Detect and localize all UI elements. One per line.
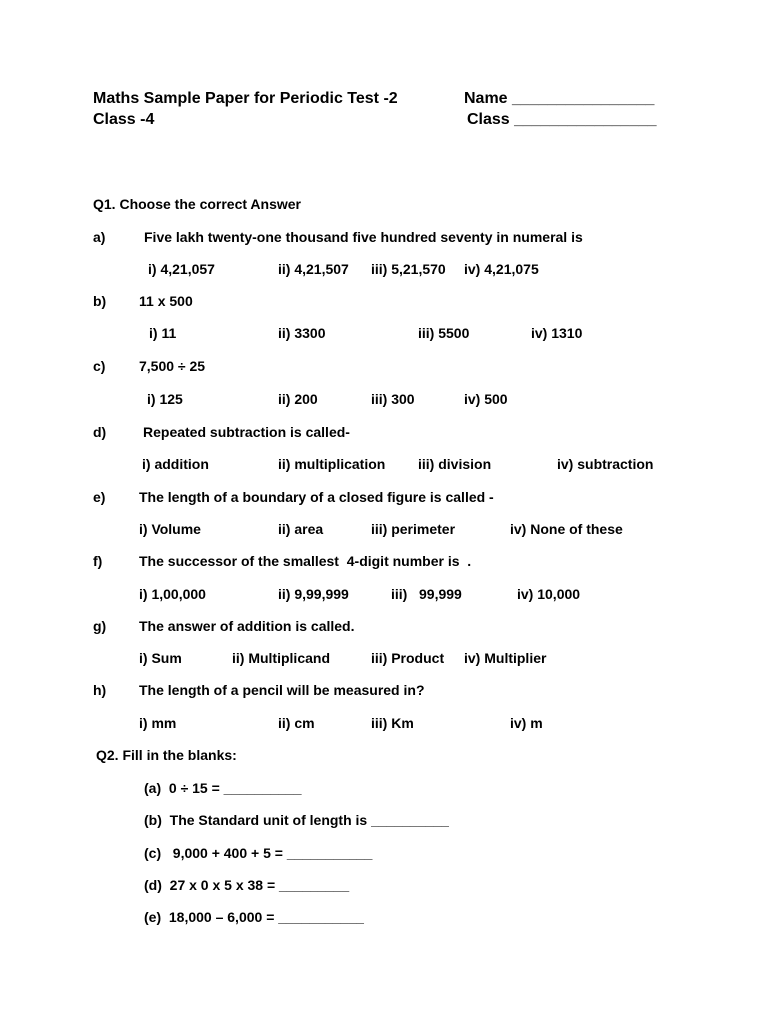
option[interactable]: i) addition	[142, 456, 209, 472]
question-label: a)	[93, 229, 106, 245]
page-title: Maths Sample Paper for Periodic Test -2	[93, 90, 398, 107]
option[interactable]: i) 125	[147, 391, 183, 407]
option[interactable]: ii) area	[278, 521, 324, 537]
option[interactable]: i) mm	[139, 715, 177, 731]
option[interactable]: ii) multiplication	[278, 456, 386, 472]
option[interactable]: iv) None of these	[510, 521, 623, 537]
option[interactable]: iii) 5,21,570	[371, 261, 446, 277]
option[interactable]: i) Sum	[139, 650, 182, 666]
option[interactable]: iv) 10,000	[517, 586, 581, 602]
option[interactable]: i) 11	[149, 325, 177, 341]
question-label: b)	[93, 293, 107, 309]
fill-blank-item[interactable]: (e) 18,000 – 6,000 = ___________	[144, 909, 364, 925]
question-label: h)	[93, 682, 107, 698]
option[interactable]: i) 4,21,057	[148, 261, 215, 277]
question-text: Repeated subtraction is called-	[143, 424, 350, 440]
question-label: e)	[93, 489, 106, 505]
option[interactable]: iv) 4,21,075	[464, 261, 539, 277]
option[interactable]: ii) Multiplicand	[232, 650, 330, 666]
name-field[interactable]: Name ________________	[464, 90, 655, 107]
option[interactable]: iv) 500	[464, 391, 508, 407]
option[interactable]: iii) perimeter	[371, 521, 456, 537]
option[interactable]: iii) 5500	[418, 325, 470, 341]
option[interactable]: iii) division	[418, 456, 492, 472]
question-text: 11 x 500	[139, 293, 193, 309]
fill-blank-item[interactable]: (a) 0 ÷ 15 = __________	[144, 780, 302, 796]
option[interactable]: ii) 3300	[278, 325, 326, 341]
option[interactable]: iii) Product	[371, 650, 445, 666]
option[interactable]: i) 1,00,000	[139, 586, 206, 602]
fill-blank-item[interactable]: (b) The Standard unit of length is __________	[144, 812, 449, 828]
question-label: g)	[93, 618, 107, 634]
question-text: Five lakh twenty-one thousand five hundred seventy in numeral is	[144, 229, 583, 245]
option[interactable]: ii) 200	[278, 391, 318, 407]
option[interactable]: iii) 300	[371, 391, 415, 407]
question-text: The successor of the smallest 4-digit number is .	[139, 553, 472, 569]
fill-blank-item[interactable]: (d) 27 x 0 x 5 x 38 = _________	[144, 877, 350, 893]
question-label: f)	[93, 553, 103, 569]
option[interactable]: ii) cm	[278, 715, 315, 731]
question-label: d)	[93, 424, 107, 440]
question-text: The answer of addition is called.	[139, 618, 355, 634]
question-text: The length of a boundary of a closed figure is called -	[139, 489, 494, 505]
option[interactable]: iii) Km	[371, 715, 414, 731]
fill-blank-item[interactable]: (c) 9,000 + 400 + 5 = ___________	[144, 845, 373, 861]
q1-heading: Q1. Choose the correct Answer	[93, 196, 301, 212]
option[interactable]: iv) Multiplier	[464, 650, 547, 666]
q2-heading: Q2. Fill in the blanks:	[96, 747, 237, 763]
option[interactable]: iv) subtraction	[557, 456, 654, 472]
question-text: The length of a pencil will be measured in?	[139, 682, 425, 698]
option[interactable]: iii) 99,999	[391, 586, 462, 602]
option[interactable]: i) Volume	[139, 521, 201, 537]
option[interactable]: ii) 4,21,507	[278, 261, 349, 277]
option[interactable]: iv) 1310	[531, 325, 583, 341]
class-field[interactable]: Class ________________	[467, 111, 657, 128]
question-label: c)	[93, 358, 106, 374]
option[interactable]: ii) 9,99,999	[278, 586, 349, 602]
option[interactable]: iv) m	[510, 715, 543, 731]
class-level: Class -4	[93, 111, 155, 128]
question-text: 7,500 ÷ 25	[139, 358, 206, 374]
